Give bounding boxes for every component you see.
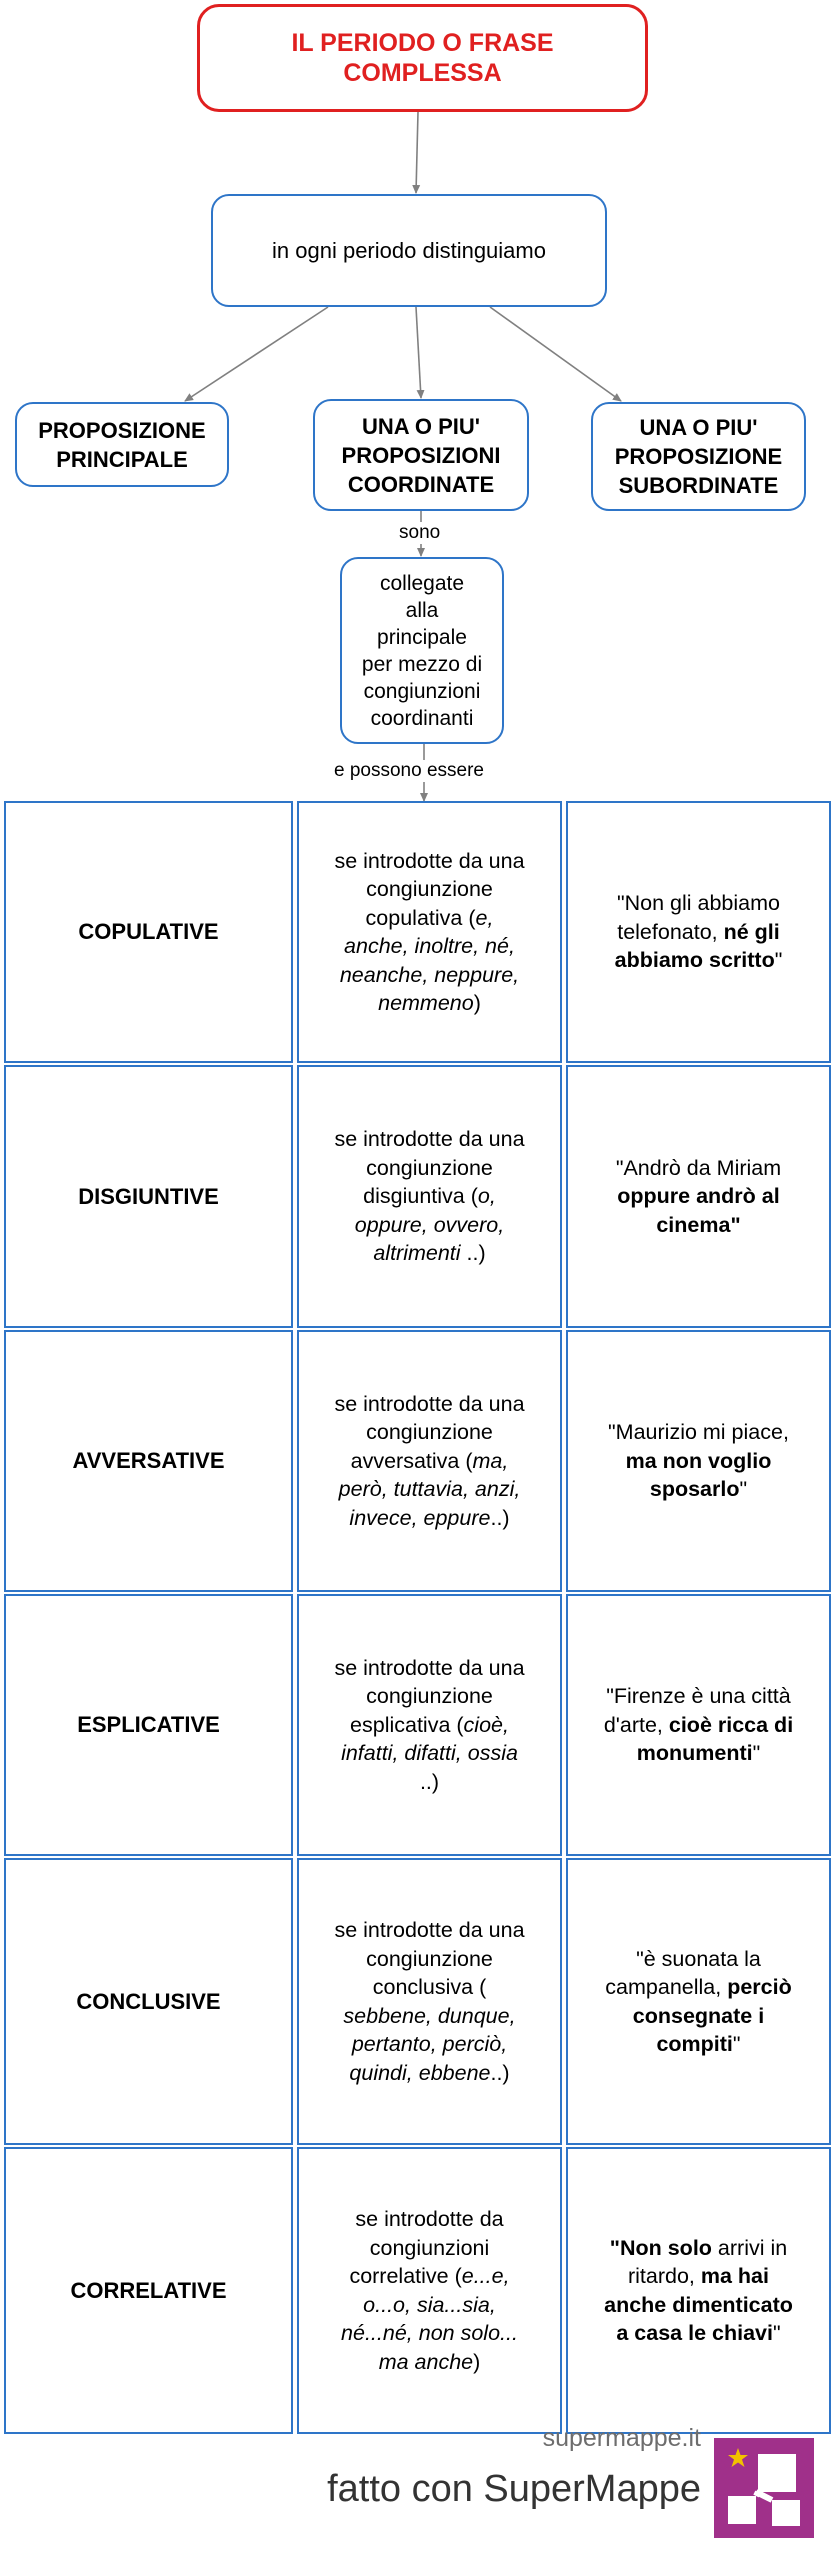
description-cell-correlative — [297, 2147, 562, 2434]
description-cell-avversative — [297, 1330, 562, 1592]
description-text: se introdotte da una congiunzione conclusiva ( sebbene, dunque, pertanto, perciò, quindi, ebbene..) — [334, 1918, 525, 2085]
category-label: DISGIUNTIVE — [78, 1183, 219, 1209]
link-distinguiamo-coordinate — [416, 307, 421, 398]
example-cell-correlative — [566, 2147, 831, 2434]
title-node — [197, 4, 648, 112]
category-label: CONCLUSIVE — [76, 1988, 221, 2014]
page-title: IL PERIODO O FRASE COMPLESSA — [291, 29, 554, 87]
link-distinguiamo-subordinate — [490, 307, 621, 401]
coordinate-node — [313, 399, 529, 511]
description-cell-conclusive — [297, 1858, 562, 2145]
example-text: "Firenze è una città d'arte, cioè ricca di monumenti" — [603, 1684, 794, 1766]
description-cell-esplicative — [297, 1594, 562, 1856]
category-cell-copulative — [4, 801, 293, 1063]
description-cell-copulative — [297, 801, 562, 1063]
link-label-sono: sono — [396, 522, 443, 544]
example-text: "è suonata la campanella, perciò consegnate i compiti" — [605, 1946, 792, 2056]
collegate-node — [340, 557, 504, 744]
category-cell-disgiuntive — [4, 1065, 293, 1328]
link-label-possono: e possono essere — [331, 760, 487, 782]
example-text: "Non gli abbiamo telefonato, né gli abbiamo scritto" — [614, 891, 783, 973]
category-cell-esplicative — [4, 1594, 293, 1856]
principale-node — [15, 402, 229, 487]
category-label: ESPLICATIVE — [77, 1712, 220, 1737]
example-cell-copulative — [566, 801, 831, 1063]
example-cell-avversative — [566, 1330, 831, 1592]
description-text: se introdotte da una congiunzione disgiuntiva (o, oppure, ovvero, altrimenti ..) — [334, 1127, 525, 1266]
description-text: se introdotte da una congiunzione avversativa (ma, però, tuttavia, anzi, invece, eppure..) — [334, 1391, 525, 1530]
example-cell-disgiuntive — [566, 1065, 831, 1328]
footer-site: supermappe.it — [542, 2424, 701, 2452]
subordinate-node — [591, 402, 806, 511]
example-text: "Non solo arrivi in ritardo, ma hai anche dimenticato a casa le chiavi" — [604, 2235, 793, 2345]
example-text: "Maurizio mi piace, ma non voglio sposarlo" — [608, 1420, 789, 1502]
principale-label: PROPOSIZIONE PRINCIPALE — [38, 417, 206, 472]
category-label: COPULATIVE — [78, 919, 219, 944]
example-cell-conclusive — [566, 1858, 831, 2145]
description-text: se introdotte da congiunzioni correlative (e...e, o...o, sia...sia, né...né, non solo... ma anche) — [341, 2207, 518, 2374]
category-cell-conclusive — [4, 1858, 293, 2145]
collegate-label: collegate alla principale per mezzo di congiunzioni coordinanti — [361, 571, 483, 730]
description-cell-disgiuntive — [297, 1065, 562, 1328]
example-text: "Andrò da Miriam oppure andrò al cinema" — [615, 1155, 782, 1237]
example-cell-esplicative — [566, 1594, 831, 1856]
distinguiamo-node — [211, 194, 607, 307]
category-label: AVVERSATIVE — [72, 1448, 225, 1473]
distinguiamo-label: in ogni periodo distinguiamo — [272, 237, 546, 263]
footer-made-with: fatto con SuperMappe — [327, 2468, 701, 2510]
link-title-distinguiamo — [416, 112, 418, 193]
subordinate-label: UNA O PIU' PROPOSIZIONE SUBORDINATE — [614, 415, 783, 498]
category-cell-avversative — [4, 1330, 293, 1592]
description-text: se introdotte da una congiunzione copulativa (e, anche, inoltre, né, neanche, neppure, nemmeno) — [334, 848, 525, 1015]
coordinate-label: UNA O PIU' PROPOSIZIONI COORDINATE — [341, 413, 501, 497]
link-distinguiamo-principale — [185, 307, 328, 401]
supermappe-logo — [714, 2438, 814, 2538]
description-text: se introdotte da una congiunzione esplicativa (cioè, infatti, difatti, ossia ..) — [334, 1655, 525, 1794]
category-cell-correlative — [4, 2147, 293, 2434]
category-label: CORRELATIVE — [70, 2277, 227, 2303]
